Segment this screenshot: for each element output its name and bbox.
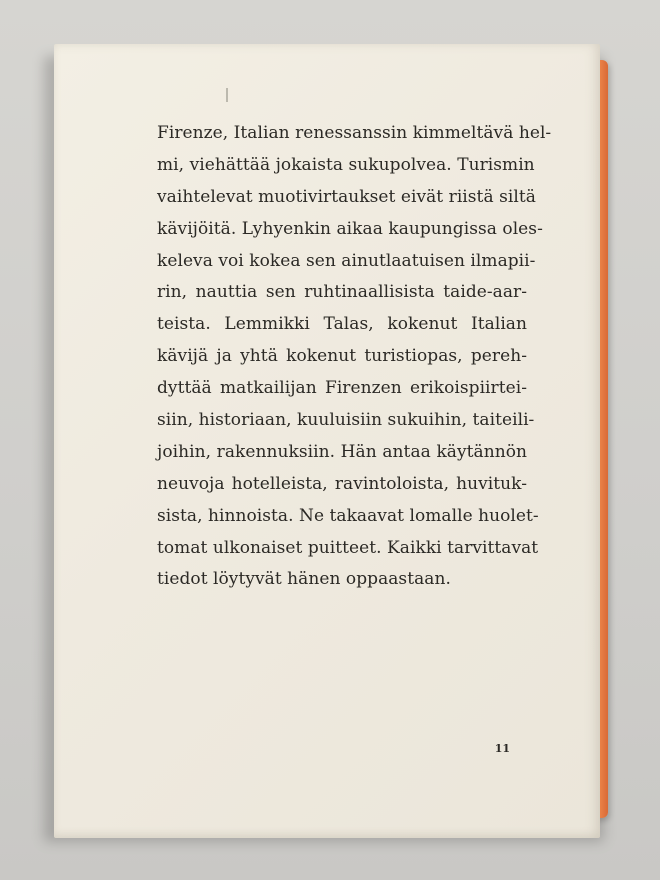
text-line: rin, nauttia sen ruhtinaallisista taide-aar- [157, 282, 527, 303]
text-line: Firenze, Italian renessanssin kimmeltävä hel- [157, 123, 552, 143]
text-line: neuvoja hotelleista, ravintoloista, huvituk- [157, 473, 527, 494]
text-line-last: tiedot löytyvät hänen oppaastaan. [157, 569, 451, 590]
text-line: keleva voi kokea sen ainutlaatuisen ilmapii- [157, 250, 536, 271]
text-line: siin, historiaan, kuuluisiin sukuihin, taiteili- [157, 410, 535, 431]
text-line: teista. Lemmikki Talas, kokenut Italian [157, 314, 527, 335]
page-number: 11 [494, 742, 510, 755]
page-mark [226, 88, 228, 102]
text-line: joihin, rakennuksiin. Hän antaa käytännön [157, 441, 527, 462]
text-line: vaihtelevat muotivirtaukset eivät riistä siltä [157, 186, 536, 207]
body-text [157, 118, 552, 596]
text-line: tomat ulkonaiset puitteet. Kaikki tarvittavat [157, 537, 539, 558]
text-line: dyttää matkailijan Firenzen erikoispiirtei- [157, 378, 527, 399]
text-line: kävijä ja yhtä kokenut turistiopas, pereh- [157, 346, 527, 367]
text-line: sista, hinnoista. Ne takaavat lomalle huolet- [157, 505, 539, 526]
text-line: mi, viehättää jokaista sukupolvea. Turismin [157, 154, 535, 175]
book-page [54, 44, 600, 838]
text-line: kävijöitä. Lyhyenkin aikaa kaupungissa oles- [157, 218, 543, 239]
